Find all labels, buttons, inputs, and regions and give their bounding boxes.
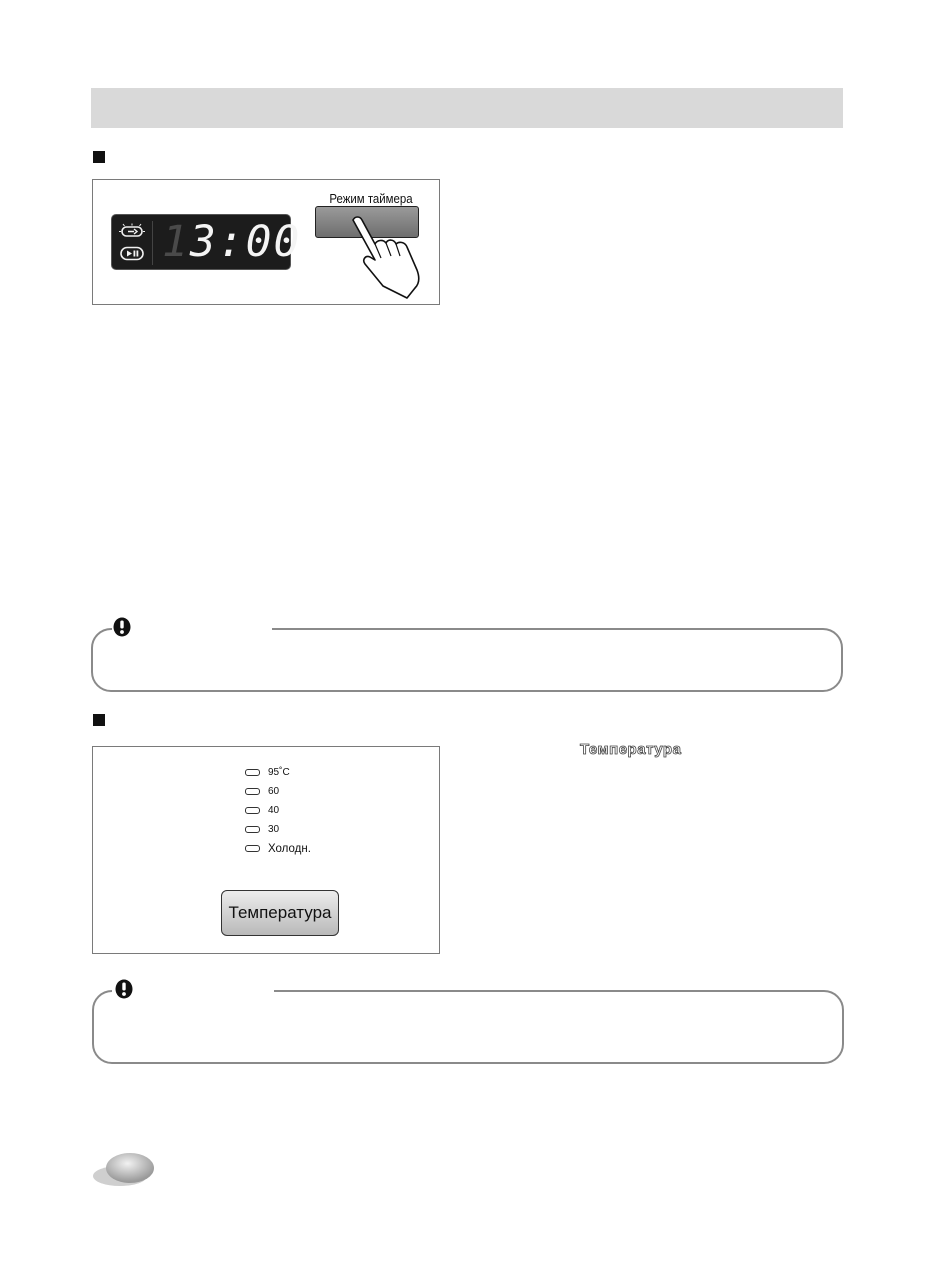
note-box-2-gap	[112, 987, 274, 993]
timer-mode-label: Режим таймера	[329, 191, 413, 206]
note-box-2	[92, 990, 844, 1064]
temp-option-cold	[245, 839, 311, 858]
temp-option-label: 60	[268, 786, 280, 797]
start-pause-icon	[119, 246, 145, 262]
temp-option-label: 95˚C	[268, 767, 290, 778]
temperature-options	[245, 763, 311, 858]
section-header-bar	[91, 88, 843, 128]
pointing-hand-icon	[345, 214, 431, 304]
temp-option-95	[245, 763, 311, 782]
section-marker-temperature	[93, 714, 105, 726]
note-box-1-gap	[112, 625, 272, 631]
section-marker-timer	[93, 151, 105, 163]
temp-option-30	[245, 820, 311, 839]
page-number-badge	[92, 1150, 156, 1190]
led-indicator	[245, 769, 260, 776]
time-value: 3:00	[189, 217, 302, 267]
lcd-display	[111, 214, 302, 270]
time-readout	[162, 217, 302, 267]
leading-digit: 1	[162, 217, 190, 267]
led-indicator	[245, 845, 260, 852]
timer-illustration	[92, 179, 440, 305]
temperature-button[interactable]: Температура	[221, 890, 339, 936]
exclamation-icon	[112, 616, 132, 638]
temp-option-40	[245, 801, 311, 820]
temperature-button-reference: Температура	[580, 741, 682, 758]
led-indicator	[245, 807, 260, 814]
led-indicator	[245, 826, 260, 833]
delay-timer-icon	[119, 223, 145, 239]
temp-option-label: 30	[268, 824, 280, 835]
temperature-illustration	[92, 746, 440, 954]
lcd-divider	[152, 221, 153, 265]
note-box-1	[91, 628, 843, 692]
temp-option-label: Холодн.	[268, 842, 311, 855]
led-indicator	[245, 788, 260, 795]
temp-option-60	[245, 782, 311, 801]
temp-option-label: 40	[268, 805, 280, 816]
exclamation-icon	[114, 978, 134, 1000]
